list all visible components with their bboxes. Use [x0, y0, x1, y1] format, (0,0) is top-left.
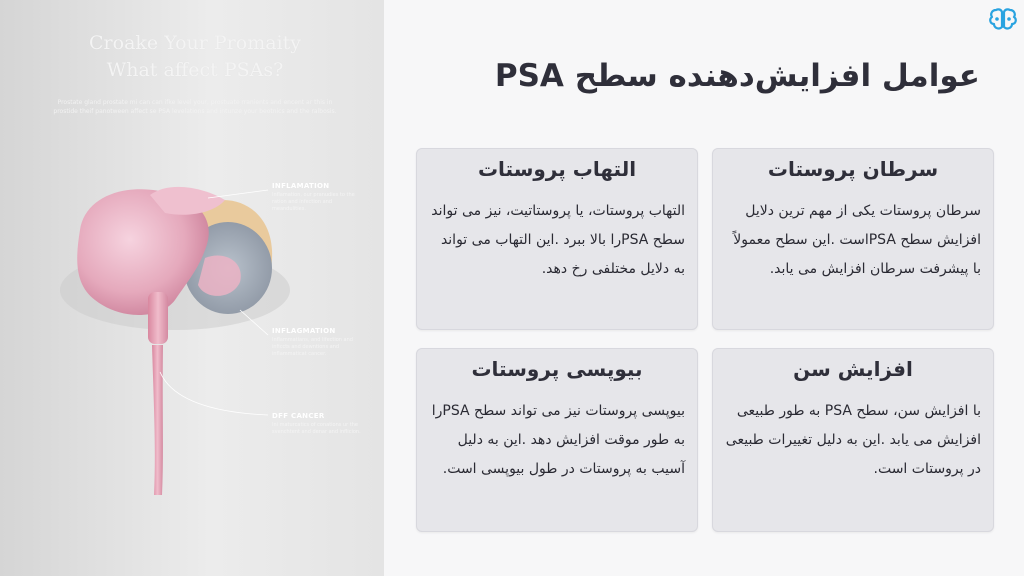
- card-text: التهاب پروستات، یا پروستاتیت، نیز می تواند سطح PSAرا بالا ببرد .این التهاب می تواند به دلایل مختلفی رخ دهد.: [431, 203, 685, 277]
- callout-heading: DFF CANCER: [272, 412, 325, 420]
- card-prostate-cancer: [712, 148, 994, 330]
- callout-text: Inflammatians, and lifection and inficcts and dewntions and inflammaticat cancer.: [272, 337, 353, 357]
- illustration-subtitle: Prostate gland prostate mi can can ifke level your, prostuate rranients and encent ar this in prostide theif panotween affect se PSA levelations and intunze your beotnics and the ralbosis.: [53, 99, 337, 115]
- card-title: سرطان پروستات: [767, 157, 939, 181]
- callout-dff-cancer: [272, 412, 362, 436]
- callout-heading: INFLAMATION: [272, 182, 330, 190]
- brain-logo-icon: [988, 6, 1018, 34]
- card-text: بیوپسی پروستات نیز می تواند سطح PSAرا به طور موقت افزایش دهد .این به دلیل آسیب به پروستات در طول بیوپسی است.: [431, 403, 685, 477]
- card-title: التهاب پروستات: [477, 157, 637, 181]
- illustration-title: [40, 30, 350, 84]
- callout-text: Inflamation, our pranudies to the ration and infection and meandulities.: [272, 192, 355, 212]
- page-title: عوامل افزایش‌دهنده سطح PSA: [494, 58, 980, 94]
- callout-heading: INFLAGMATION: [272, 327, 336, 335]
- card-title: افزایش سن: [793, 357, 913, 381]
- card-text: با افزایش سن، سطح PSA به طور طبیعی افزایش می یابد .این به دلیل تغییرات طبیعی در پروستات است.: [725, 403, 981, 477]
- callout-inflagmation: [272, 327, 362, 358]
- illustration-title-line2: What affect PSAs?: [106, 59, 284, 81]
- card-prostatitis: [416, 148, 698, 330]
- illustration-panel: [0, 0, 384, 576]
- card-title: بیوپسی پروستات: [471, 357, 643, 381]
- illustration-title-line1: Croake Your Promaity: [89, 32, 301, 54]
- card-prostate-biopsy: [416, 348, 698, 532]
- prostate-illustration: [0, 0, 384, 576]
- card-age-increase: [712, 348, 994, 532]
- callout-inflamation: [272, 182, 362, 213]
- card-text: سرطان پروستات یکی از مهم ترین دلایل افزایش سطح PSAاست .این سطح معمولاً با پیشرفت سرطان افزایش می یابد.: [733, 203, 981, 277]
- callout-text: Ini maturcatics of conations ur the svenchtent and denar and inflicion.: [272, 422, 361, 435]
